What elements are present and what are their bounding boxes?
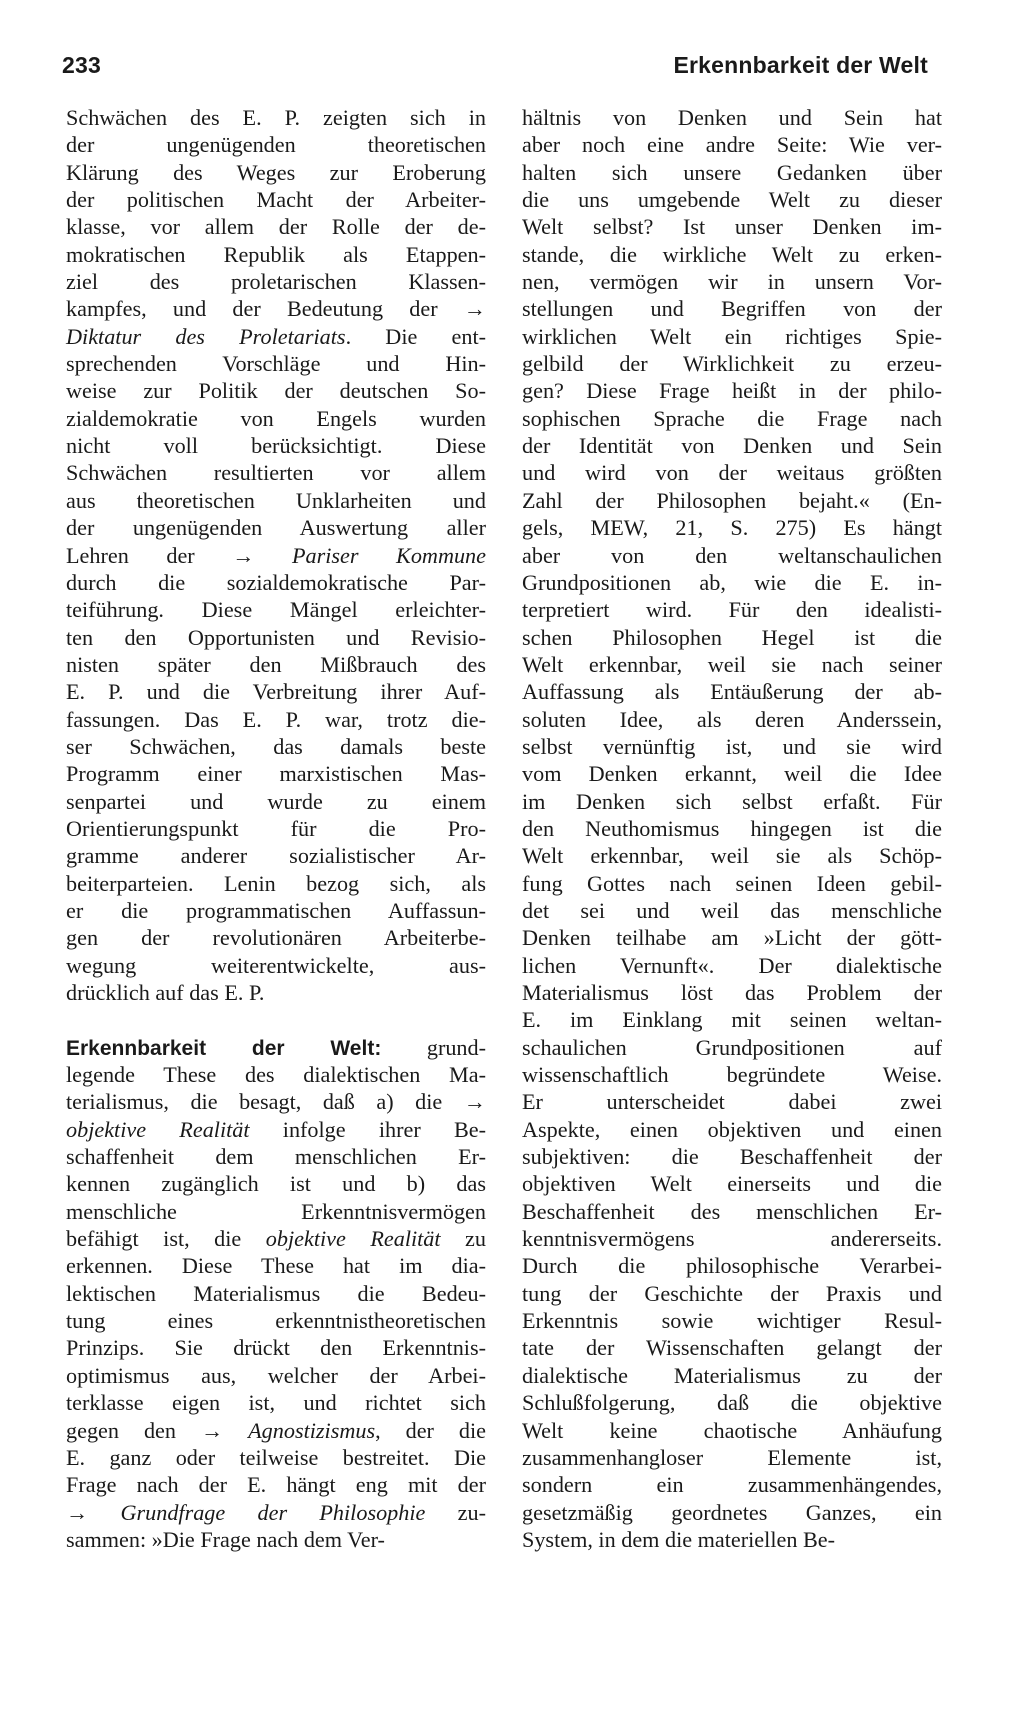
line-text: Welt erkennbar, weil sie als Schöp- — [522, 843, 942, 869]
line-text: Schwächen des E. P. zeigten sich in — [66, 105, 486, 130]
left-text-column — [66, 104, 486, 1553]
line-text: soluten Idee, als deren Anderssein, — [522, 706, 942, 732]
line-text: der Identität von Denken und Sein — [522, 433, 942, 459]
line-text: stande, die wirkliche Welt zu erken- — [522, 241, 942, 267]
line-text: legende These des dialektischen Ma- — [66, 1062, 486, 1088]
page-number: 233 — [62, 52, 101, 78]
text-line — [66, 569, 486, 596]
text-line — [522, 596, 942, 623]
text-line — [522, 624, 942, 651]
line-text: tung eines erkenntnistheoretischen — [66, 1308, 486, 1334]
text-line — [522, 186, 942, 213]
line-text: kenntnisvermögens andererseits. — [522, 1226, 942, 1252]
text-line — [66, 350, 486, 377]
text-line — [522, 788, 942, 815]
text-line — [66, 1116, 486, 1143]
text-line — [522, 405, 942, 432]
text-line — [66, 405, 486, 432]
text-line — [66, 186, 486, 213]
text-line — [522, 104, 942, 131]
text-line — [66, 1088, 486, 1115]
text-line — [522, 897, 942, 924]
text-line — [66, 1034, 486, 1061]
line-text: gelbild der Wirklichkeit zu erzeu- — [522, 351, 942, 377]
line-text: grund- — [426, 1034, 486, 1060]
line-text: nen, vermögen wir in unsern Vor- — [522, 269, 942, 295]
line-text: befähigt ist, die objektive Realität zu — [66, 1226, 487, 1252]
line-text: ser Schwächen, das damals beste — [66, 733, 486, 759]
text-line — [66, 514, 486, 541]
line-text: optimismus aus, welcher der Arbei- — [66, 1362, 486, 1388]
text-line — [522, 459, 942, 486]
text-line — [522, 432, 942, 459]
line-text: gen der revolutionären Arbeiterbe- — [66, 925, 486, 951]
text-line — [522, 377, 942, 404]
line-text: Erkenntnis sowie wichtiger Resul- — [522, 1308, 942, 1334]
text-line — [522, 651, 942, 678]
text-line — [66, 1307, 486, 1334]
text-line — [66, 1143, 486, 1170]
line-text: weise zur Politik der deutschen So- — [66, 378, 486, 404]
line-text: Beschaffenheit des menschlichen Er- — [522, 1198, 942, 1224]
line-text: sammen: »Die Frage nach dem Ver- — [66, 1526, 385, 1552]
line-text: kampfes, und der Bedeutung der → — [66, 296, 486, 322]
line-text: → Grundfrage der Philosophie zu- — [66, 1499, 486, 1525]
text-line — [522, 159, 942, 186]
text-line — [66, 788, 486, 815]
line-text: objektiven Welt einerseits und die — [522, 1171, 942, 1197]
text-line — [522, 1143, 942, 1170]
text-line — [522, 514, 942, 541]
text-line — [66, 104, 486, 131]
text-line — [66, 815, 486, 842]
line-text: tung der Geschichte der Praxis und — [522, 1280, 942, 1306]
line-text: nicht voll berücksichtigt. Diese — [66, 433, 486, 459]
text-line — [66, 1170, 486, 1197]
text-line — [66, 1362, 486, 1389]
text-line — [522, 706, 942, 733]
text-line — [522, 760, 942, 787]
line-text: Auffassung als Entäußerung der ab- — [522, 679, 942, 705]
text-line — [522, 870, 942, 897]
text-line — [522, 1198, 942, 1225]
line-text: Lehren der → Pariser Kommune — [66, 542, 487, 568]
text-line — [66, 1417, 486, 1444]
line-text: schen Philosophen Hegel ist die — [522, 624, 942, 650]
line-text: sophischen Sprache die Frage nach — [522, 405, 942, 431]
line-text: gegen den → Agnostizismus, der die — [66, 1417, 487, 1443]
text-line — [522, 1006, 942, 1033]
text-line — [66, 624, 486, 651]
line-text: stellungen und Begriffen von der — [522, 296, 942, 322]
right-text-column — [522, 104, 942, 1553]
line-text: teiführung. Diese Mängel erleichter- — [66, 597, 486, 623]
line-text: Welt selbst? Ist unser Denken im- — [522, 214, 942, 240]
text-line — [522, 350, 942, 377]
line-text: Orientierungspunkt für die Pro- — [66, 815, 486, 841]
line-text: Er unterscheidet dabei zwei — [522, 1089, 942, 1115]
text-line — [66, 952, 486, 979]
line-text: Schlußfolgerung, daß die objektive — [522, 1390, 942, 1416]
line-text: vom Denken erkannt, weil die Idee — [522, 761, 942, 787]
line-text: nisten später den Mißbrauch des — [66, 651, 486, 677]
line-text: Welt keine chaotische Anhäufung — [522, 1417, 942, 1443]
cross-reference: Agnostizismus — [248, 1417, 376, 1443]
text-line — [522, 268, 942, 295]
text-line — [66, 377, 486, 404]
line-text: wirklichen Welt ein richtiges Spie- — [522, 323, 942, 349]
text-line — [522, 842, 942, 869]
cross-reference: Diktatur des Proletariats — [66, 323, 346, 349]
text-line — [522, 1061, 942, 1088]
text-line — [66, 924, 486, 951]
text-line — [66, 897, 486, 924]
cross-reference: Pariser Kommune — [291, 542, 487, 568]
text-line — [522, 1417, 942, 1444]
line-text: hältnis von Denken und Sein hat — [522, 105, 942, 130]
text-line — [522, 815, 942, 842]
entry-heading: Erkennbarkeit der Welt: — [66, 1036, 382, 1060]
text-line — [522, 678, 942, 705]
line-text: Durch die philosophische Verarbei- — [522, 1253, 942, 1279]
line-text: gels, MEW, 21, S. 275) Es hängt — [522, 515, 942, 541]
text-line — [522, 323, 942, 350]
line-text: wissenschaftlich begründete Weise. — [522, 1062, 942, 1088]
line-text: E. ganz oder teilweise bestreitet. Die — [66, 1444, 486, 1470]
line-text: subjektiven: die Beschaffenheit der — [522, 1144, 942, 1170]
line-text: aus theoretischen Unklarheiten und — [66, 487, 486, 513]
line-text: sprechenden Vorschläge und Hin- — [66, 351, 486, 377]
text-line — [522, 213, 942, 240]
text-line — [522, 487, 942, 514]
line-text: schaffenheit dem menschlichen Er- — [66, 1144, 486, 1170]
text-line — [66, 131, 486, 158]
text-line — [522, 131, 942, 158]
line-text: Schwächen resultierten vor allem — [66, 460, 486, 486]
line-text: im Denken sich selbst erfaßt. Für — [522, 788, 942, 814]
text-line — [66, 1061, 486, 1088]
line-text: drücklich auf das E. P. — [66, 980, 265, 1005]
line-text: die uns umgebende Welt zu dieser — [522, 187, 942, 213]
line-text: klasse, vor allem der Rolle der de- — [66, 214, 486, 240]
text-line — [66, 1526, 486, 1553]
line-text: lichen Vernunft«. Der dialektische — [522, 952, 942, 978]
line-text: terpretiert wird. Für den idealisti- — [522, 597, 942, 623]
text-line — [522, 979, 942, 1006]
text-line — [522, 1526, 942, 1553]
running-title: Erkennbarkeit der Welt — [673, 52, 928, 78]
text-line — [522, 1389, 942, 1416]
line-text: selbst vernünftig ist, und sie wird — [522, 733, 942, 759]
line-text: Diktatur des Proletariats. Die ent- — [66, 323, 487, 349]
text-line — [522, 1471, 942, 1498]
line-text: E. P. und die Verbreitung ihrer Auf- — [66, 679, 486, 705]
line-text: halten sich unsere Gedanken über — [522, 159, 942, 185]
line-text: dialektische Materialismus zu der — [522, 1362, 942, 1388]
line-text: aber von den weltanschaulichen — [522, 542, 942, 568]
text-line — [66, 432, 486, 459]
text-line — [522, 1170, 942, 1197]
text-line — [66, 268, 486, 295]
text-line — [522, 952, 942, 979]
line-text: den Neuthomismus hingegen ist die — [522, 815, 942, 841]
line-text: senpartei und wurde zu einem — [66, 788, 486, 814]
text-line — [522, 1444, 942, 1471]
text-line — [522, 1116, 942, 1143]
page-header — [62, 52, 928, 79]
text-line — [66, 1334, 486, 1361]
text-line — [522, 1280, 942, 1307]
text-line — [522, 295, 942, 322]
line-text: Grundpositionen ab, wie die E. in- — [522, 569, 942, 595]
text-line — [66, 651, 486, 678]
text-line — [66, 323, 486, 350]
text-line — [522, 1252, 942, 1279]
text-line — [522, 1362, 942, 1389]
line-text: Materialismus löst das Problem der — [522, 980, 942, 1005]
text-line — [66, 295, 486, 322]
line-text: und wird von der weitaus größten — [522, 460, 942, 486]
line-text: sondern ein zusammenhängendes, — [522, 1472, 942, 1498]
text-line — [66, 487, 486, 514]
text-line — [522, 1088, 942, 1115]
text-line — [66, 159, 486, 186]
line-text: beiterparteien. Lenin bezog sich, als — [66, 870, 486, 896]
line-text: erkennen. Diese These hat im dia- — [66, 1253, 486, 1279]
line-text: zialdemokratie von Engels wurden — [66, 405, 486, 431]
line-text: gen? Diese Frage heißt in der philo- — [522, 378, 942, 404]
line-text: schaulichen Grundpositionen auf — [522, 1034, 942, 1060]
text-line — [66, 706, 486, 733]
text-line — [66, 1252, 486, 1279]
text-line — [66, 842, 486, 869]
text-line — [66, 733, 486, 760]
line-text: E. im Einklang mit seinen weltan- — [522, 1007, 942, 1033]
line-text: System, in dem die materiellen Be- — [522, 1526, 836, 1552]
line-text: Klärung des Weges zur Eroberung — [66, 159, 486, 185]
text-line — [522, 1034, 942, 1061]
text-line — [66, 760, 486, 787]
text-line — [66, 1444, 486, 1471]
text-line — [66, 213, 486, 240]
line-text: Frage nach der E. hängt eng mit der — [66, 1472, 486, 1498]
line-text: der ungenügenden Auswertung aller — [66, 515, 486, 541]
line-text: durch die sozialdemokratische Par- — [66, 569, 486, 595]
line-text: ten den Opportunisten und Revisio- — [66, 624, 486, 650]
text-line — [66, 979, 486, 1006]
line-text: det sei und weil das menschliche — [522, 897, 942, 923]
text-line — [66, 596, 486, 623]
line-text: mokratischen Republik als Etappen- — [66, 241, 486, 267]
text-line — [66, 870, 486, 897]
text-line — [66, 241, 486, 268]
text-line — [522, 1307, 942, 1334]
text-line — [522, 733, 942, 760]
text-line — [522, 1334, 942, 1361]
line-text: Welt erkennbar, weil sie nach seiner — [522, 651, 942, 677]
line-text: objektive Realität infolge ihrer Be- — [66, 1116, 486, 1142]
line-text: menschliche Erkenntnisvermögen — [66, 1198, 486, 1224]
paragraph-gap — [66, 1006, 486, 1033]
text-line — [522, 1499, 942, 1526]
line-text: Denken teilhabe am »Licht der gött- — [522, 925, 942, 951]
text-line — [522, 924, 942, 951]
line-text: terklasse eigen ist, und richtet sich — [66, 1390, 486, 1416]
cross-reference: Grundfrage der Philosophie — [120, 1499, 426, 1525]
line-text: aber noch eine andre Seite: Wie ver- — [522, 132, 942, 158]
line-text: fung Gottes nach seinen Ideen gebil- — [522, 870, 942, 896]
text-line — [66, 542, 486, 569]
line-text: terialismus, die besagt, daß a) die → — [66, 1089, 486, 1115]
text-line — [66, 1225, 486, 1252]
line-text: er die programmatischen Auffassun- — [66, 897, 486, 923]
line-text: gesetzmäßig geordnetes Ganzes, ein — [522, 1499, 942, 1525]
text-line — [522, 542, 942, 569]
text-line — [66, 1389, 486, 1416]
text-line — [66, 1471, 486, 1498]
line-text: der politischen Macht der Arbeiter- — [66, 187, 486, 213]
line-text: wegung weiterentwickelte, aus- — [66, 952, 486, 978]
line-text: Zahl der Philosophen bejaht.« (En- — [522, 487, 942, 513]
line-text: tate der Wissenschaften gelangt der — [522, 1335, 942, 1361]
text-line — [522, 569, 942, 596]
text-line — [66, 459, 486, 486]
line-text: Prinzips. Sie drückt den Erkenntnis- — [66, 1335, 486, 1361]
text-line — [66, 1198, 486, 1225]
text-line — [66, 678, 486, 705]
line-text: zusammenhangloser Elemente ist, — [522, 1444, 942, 1470]
line-text: lektischen Materialismus die Bedeu- — [66, 1280, 486, 1306]
line-text: fassungen. Das E. P. war, trotz die- — [66, 706, 486, 732]
line-text: der ungenügenden theoretischen — [66, 132, 486, 158]
line-text: Aspekte, einen objektiven und einen — [522, 1116, 942, 1142]
line-text: ziel des proletarischen Klassen- — [66, 269, 486, 295]
text-line — [522, 1225, 942, 1252]
text-line — [66, 1499, 486, 1526]
cross-reference: objektive Realität — [66, 1116, 250, 1142]
cross-reference: objektive Realität — [265, 1226, 441, 1252]
line-text: gramme anderer sozialistischer Ar- — [66, 843, 486, 869]
line-text: Programm einer marxistischen Mas- — [66, 761, 486, 787]
text-line — [66, 1280, 486, 1307]
line-text: kennen zugänglich ist und b) das — [66, 1171, 486, 1197]
text-line — [522, 241, 942, 268]
